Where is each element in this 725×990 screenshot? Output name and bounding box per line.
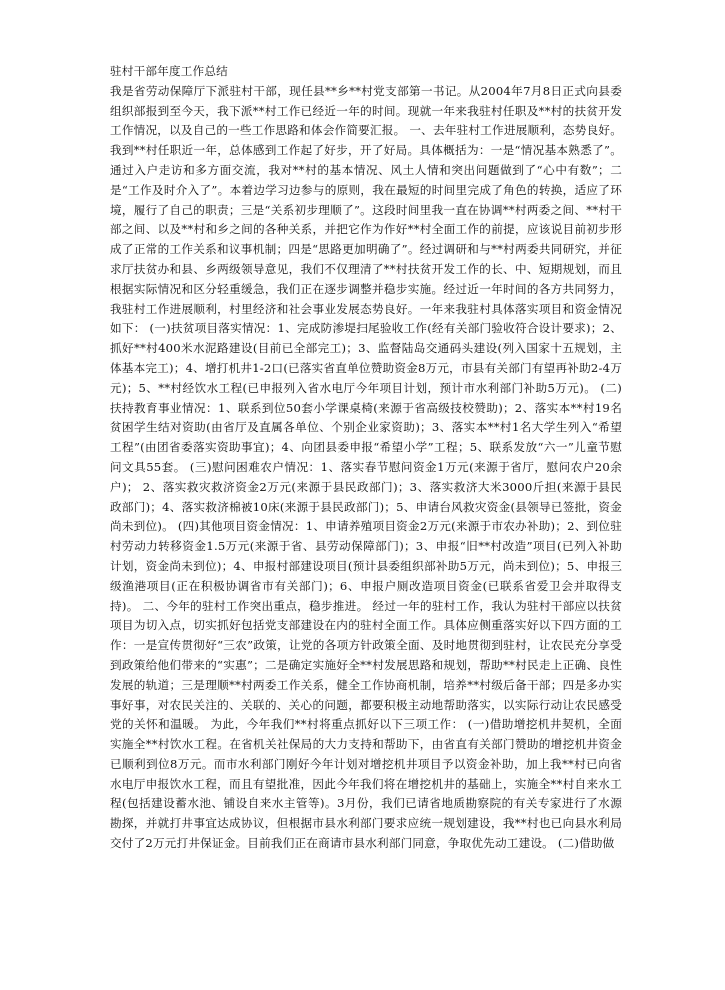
document-body: 我是省劳动保障厅下派驻村干部，现任县**乡**村党支部第一书记。从2004年7月8日正式向县委组织部报到至今天，我下派**村工作已经近一年的时间。现就一年来我驻村任职及**村的扶贫开发工作情况，以及自己的一些工作思路和体会作简要汇报。 一、去年驻村工作进展顺利，态势良好。 我到**村任职近一年，总体感到工作起了好步，开了好局。具体概括为：一是“情况基本熟悉了”。通过入户走访和多方面交流，我对**村的基本情况、风土人情和突出问题做到了“心中有数”；二是“工作及时介入了”。本着边学习边参与的原则，我在最短的时间里完成了角色的转换，适应了环境，履行了自己的职责；三是“关系初步理顺了”。这段时间里我一直在协调**村两委之间、**村干部之间、以及**村和乡之间的各种关系，并把它作为作好**村全面工作的前提，应该说目前初步形成了正常的工作关系和议事机制；四是“思路更加明确了”。经过调研和与**村两委共同研究，并征求厅扶贫办和县、乡两级领导意见，我们不仅理清了**村扶贫开发工作的长、中、短期规划，而且根据实际情况和区分轻重缓急，我们正在逐步调整并稳步实施。经过近一年时间的各方共同努力，我驻村工作进展顺利，村里经济和社会事业发展态势良好。一年来我驻村具体落实项目和资金情况如下： (一)扶贫项目落实情况：1、完成防渗堤扫尾验收工作(经有关部门验收符合设计要求)；2、抓好**村400米水泥路建设(目前已全部完工)；3、监督陆岛交通码头建设(列入国家十五规划，主体基本完工)；4、增打机井1-2口(已落实省直单位赞助资金8万元，市县有关部门有望再补助2-4万元)；5、**村经饮水工程(已申报列入省水电厅今年项目计划，预计市水利部门补助5万元)。 (二)扶持教育事业情况：1、联系到位50套小学课桌椅(来源于省高级技校赞助)；2、落实本**村19名贫困学生结对资助(由省厅及直属各单位、个别企业家资助)；3、落实本**村1名大学生列入“希望工程”(由团省委落实资助事宜)；4、向团县委申报“希望小学”工程；5、联系发放“六一”儿童节慰问文具55套。 (三)慰问困难农户情况：1、落实春节慰问资金1万元(来源于省厅，慰问农户20余户)； 2、落实救灾救济资金2万元(来源于县民政部门)；3、落实救济大米3000斤担(来源于县民政部门)；4、落实救济棉被10床(来源于县民政部门)；5、申请台风救灾资金(县领导已签批，资金尚未到位)。 (四)其他项目资金情况：1、申请养殖项目资金2万元(来源于市农办补助)；2、到位驻村劳动力转移资金1.5万元(来源于省、县劳动保障部门)；3、申报“旧**村改造”项目(已列入补助计划，资金尚未到位)；4、申报村部建设项目(预计县委组织部补助5万元，尚未到位)；5、申报三级渔港项目(正在积极协调省市有关部门)；6、申报户厕改造项目资金(已联系省爱卫会并取得支持)。 二、今年的驻村工作突出重点，稳步推进。 经过一年的驻村工作，我认为驻村干部应以扶贫项目为切入点，切实抓好包括党支部建设在内的驻村全面工作。具体应侧重落实好以下四方面的工作：一是宣传贯彻好“三农”政策，让党的各项方针政策全面、及时地贯彻到驻村，让农民充分享受到政策给他们带来的“实惠”；二是确定实施好全**村发展思路和规划，帮助**村民走上正确、良性发展的轨道；三是理顺**村两委工作关系，健全工作协商机制，培养**村级后备干部；四是多办实事好事，对农民关注的、关联的、关心的问题，都要积极主动地帮助落实，以实际行动让农民感受党的关怀和温暖。 为此，今年我们**村将重点抓好以下三项工作： (一)借助增挖机井契机，全面实施全**村饮水工程。在省机关社保局的大力支持和帮助下，由省直有关部门赞助的增挖机井资金已顺利到位8万元。而市水利部门刚好今年计划对增挖机井项目予以资金补助，加上我**村已向省水电厅申报饮水工程，而且有望批准，因此今年我们将在增挖机井的基础上，实施全**村自来水工程(包括建设蓄水池、铺设自来水主管等)。3月份，我们已请省地质勘察院的有关专家进行了水源勘探，并就打井事宜达成协议，但根据市县水利部门要求应统一规划建设，我**村也已向县水利局交付了2万元打井保证金。目前我们正在商请市县水利部门同意，争取优先动工建设。 (二)借助做 [110, 83, 622, 851]
document-title: 驻村干部年度工作总结 [110, 64, 228, 78]
document-page [110, 62, 622, 854]
